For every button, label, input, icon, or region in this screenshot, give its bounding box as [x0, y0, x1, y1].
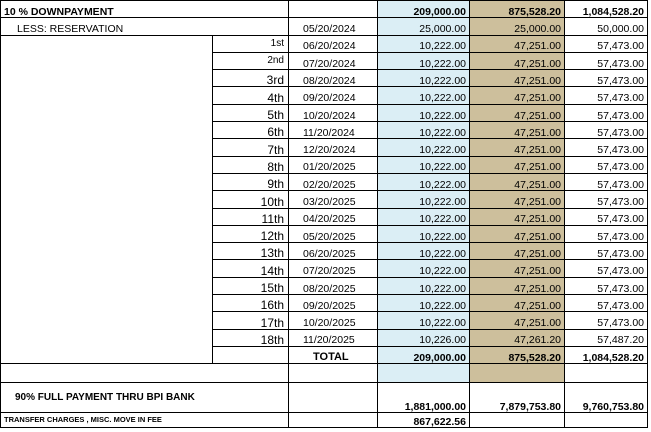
reservation-col-a: 25,000.00 — [378, 18, 470, 35]
total-row — [1, 346, 648, 363]
installment-col-b: 47,251.00 — [470, 312, 565, 329]
installment-col-c: 57,473.00 — [565, 191, 648, 208]
reservation-row — [1, 18, 648, 35]
installment-col-c: 57,473.00 — [565, 122, 648, 139]
downpayment-date-cell — [289, 1, 378, 18]
installment-col-c: 57,473.00 — [565, 156, 648, 173]
installment-row — [1, 139, 648, 156]
downpayment-col-a: 209,000.00 — [378, 1, 470, 18]
installment-col-b: 47,251.00 — [470, 104, 565, 121]
installment-spacer — [1, 52, 213, 69]
installment-ordinal: 4th — [213, 87, 289, 104]
reservation-col-c: 50,000.00 — [565, 18, 648, 35]
installment-col-c: 57,473.00 — [565, 52, 648, 69]
installment-ordinal: 1st — [213, 35, 289, 52]
installment-col-b: 47,251.00 — [470, 295, 565, 312]
installment-ordinal: 3rd — [213, 70, 289, 87]
downpayment-row — [1, 1, 648, 18]
installment-spacer — [1, 87, 213, 104]
installment-date: 06/20/2025 — [289, 243, 378, 260]
installment-spacer — [1, 104, 213, 121]
installment-col-a: 10,222.00 — [378, 191, 470, 208]
installment-ordinal: 10th — [213, 191, 289, 208]
installment-date: 07/20/2025 — [289, 260, 378, 277]
installment-date: 11/20/2025 — [289, 329, 378, 346]
full-payment-col-b: 7,879,753.80 — [470, 383, 565, 413]
installment-spacer — [1, 225, 213, 242]
installment-row — [1, 104, 648, 121]
installment-row — [1, 295, 648, 312]
installment-col-a: 10,222.00 — [378, 70, 470, 87]
installment-row — [1, 156, 648, 173]
transfer-label: TRANSFER CHARGES , MISC. MOVE IN FEE — [1, 413, 289, 428]
installment-col-b: 47,251.00 — [470, 243, 565, 260]
installment-row — [1, 70, 648, 87]
installment-date: 09/20/2024 — [289, 87, 378, 104]
installment-row — [1, 312, 648, 329]
installment-col-b: 47,251.00 — [470, 139, 565, 156]
total-spacer — [1, 346, 213, 363]
installment-spacer — [1, 312, 213, 329]
installment-col-b: 47,251.00 — [470, 122, 565, 139]
installment-ordinal: 12th — [213, 225, 289, 242]
installment-col-c: 57,473.00 — [565, 139, 648, 156]
installment-col-b: 47,251.00 — [470, 225, 565, 242]
installment-date: 08/20/2024 — [289, 70, 378, 87]
installment-spacer — [1, 139, 213, 156]
total-col-c: 1,084,528.20 — [565, 346, 648, 363]
installment-row — [1, 260, 648, 277]
installment-row — [1, 225, 648, 242]
installment-ordinal: 18th — [213, 329, 289, 346]
installment-row — [1, 122, 648, 139]
installment-col-a: 10,222.00 — [378, 312, 470, 329]
blank-col-b — [470, 364, 565, 383]
installment-spacer — [1, 277, 213, 294]
installment-col-a: 10,222.00 — [378, 173, 470, 190]
installment-row — [1, 52, 648, 69]
installment-col-c: 57,473.00 — [565, 104, 648, 121]
installment-date: 03/20/2025 — [289, 191, 378, 208]
installment-ordinal: 7th — [213, 139, 289, 156]
installment-col-c: 57,473.00 — [565, 312, 648, 329]
installment-ordinal: 13th — [213, 243, 289, 260]
full-payment-col-a: 1,881,000.00 — [378, 383, 470, 413]
installment-date: 01/20/2025 — [289, 156, 378, 173]
installment-row — [1, 35, 648, 52]
installment-spacer — [1, 260, 213, 277]
full-payment-date-cell — [289, 383, 378, 413]
installment-col-a: 10,222.00 — [378, 208, 470, 225]
installment-col-c: 57,473.00 — [565, 87, 648, 104]
installment-row — [1, 191, 648, 208]
installment-col-a: 10,222.00 — [378, 104, 470, 121]
installment-spacer — [1, 173, 213, 190]
installment-date: 11/20/2024 — [289, 122, 378, 139]
installment-col-a: 10,222.00 — [378, 295, 470, 312]
blank-col-c — [565, 364, 648, 383]
installment-col-a: 10,226.00 — [378, 329, 470, 346]
transfer-date-cell — [289, 413, 378, 428]
installment-col-b: 47,251.00 — [470, 156, 565, 173]
installment-col-c: 57,473.00 — [565, 260, 648, 277]
installment-spacer — [1, 329, 213, 346]
transfer-col-c — [565, 413, 648, 428]
installment-col-c: 57,473.00 — [565, 225, 648, 242]
installment-ordinal: 6th — [213, 122, 289, 139]
installment-col-a: 10,222.00 — [378, 243, 470, 260]
installment-col-b: 47,251.00 — [470, 70, 565, 87]
installment-col-b: 47,251.00 — [470, 260, 565, 277]
full-payment-col-c: 9,760,753.80 — [565, 383, 648, 413]
installment-row — [1, 173, 648, 190]
installment-date: 06/20/2024 — [289, 35, 378, 52]
installment-row — [1, 277, 648, 294]
installment-col-a: 10,222.00 — [378, 225, 470, 242]
full-payment-row — [1, 383, 648, 413]
installment-col-c: 57,473.00 — [565, 208, 648, 225]
installment-col-b: 47,251.00 — [470, 87, 565, 104]
installment-col-b: 47,251.00 — [470, 208, 565, 225]
installment-col-a: 10,222.00 — [378, 35, 470, 52]
installment-spacer — [1, 70, 213, 87]
installment-col-c: 57,473.00 — [565, 295, 648, 312]
downpayment-label: 10 % DOWNPAYMENT — [1, 1, 289, 18]
installment-date: 08/20/2025 — [289, 277, 378, 294]
installment-col-a: 10,222.00 — [378, 277, 470, 294]
installment-spacer — [1, 243, 213, 260]
blank-label-cell — [1, 364, 289, 383]
installment-col-c: 57,487.20 — [565, 329, 648, 346]
installment-date: 10/20/2025 — [289, 312, 378, 329]
installment-col-b: 47,251.00 — [470, 191, 565, 208]
installment-col-b: 47,251.00 — [470, 35, 565, 52]
blank-col-a — [378, 364, 470, 383]
installment-row — [1, 329, 648, 346]
installment-col-b: 47,251.00 — [470, 277, 565, 294]
installment-col-a: 10,222.00 — [378, 139, 470, 156]
installment-col-b: 47,251.00 — [470, 173, 565, 190]
installment-ordinal: 2nd — [213, 52, 289, 69]
installment-spacer — [1, 295, 213, 312]
installment-date: 02/20/2025 — [289, 173, 378, 190]
reservation-date: 05/20/2024 — [289, 18, 378, 35]
total-label: TOTAL — [289, 346, 378, 363]
installment-date: 09/20/2025 — [289, 295, 378, 312]
downpayment-col-c: 1,084,528.20 — [565, 1, 648, 18]
installment-date: 12/20/2024 — [289, 139, 378, 156]
installment-col-b: 47,251.00 — [470, 52, 565, 69]
installment-spacer — [1, 35, 213, 52]
transfer-col-a: 867,622.56 — [378, 413, 470, 428]
installment-spacer — [1, 122, 213, 139]
transfer-row — [1, 413, 648, 428]
installment-ordinal: 15th — [213, 277, 289, 294]
installment-spacer — [1, 156, 213, 173]
transfer-col-b — [470, 413, 565, 428]
blank-date-cell — [289, 364, 378, 383]
installment-col-c: 57,473.00 — [565, 243, 648, 260]
installment-ordinal: 9th — [213, 173, 289, 190]
installment-col-a: 10,222.00 — [378, 52, 470, 69]
installment-col-a: 10,222.00 — [378, 122, 470, 139]
installment-spacer — [1, 208, 213, 225]
total-col-a: 209,000.00 — [378, 346, 470, 363]
installment-col-c: 57,473.00 — [565, 277, 648, 294]
full-payment-label: 90% FULL PAYMENT THRU BPI BANK — [1, 383, 289, 413]
installment-spacer — [1, 191, 213, 208]
blank-row — [1, 364, 648, 383]
installment-ordinal: 14th — [213, 260, 289, 277]
installment-col-c: 57,473.00 — [565, 35, 648, 52]
installment-col-c: 57,473.00 — [565, 70, 648, 87]
installment-col-a: 10,222.00 — [378, 260, 470, 277]
installment-ordinal: 17th — [213, 312, 289, 329]
installment-date: 07/20/2024 — [289, 52, 378, 69]
installment-date: 04/20/2025 — [289, 208, 378, 225]
installment-date: 10/20/2024 — [289, 104, 378, 121]
installment-row — [1, 208, 648, 225]
installment-date: 05/20/2025 — [289, 225, 378, 242]
installment-ordinal: 11th — [213, 208, 289, 225]
installment-col-a: 10,222.00 — [378, 87, 470, 104]
installment-col-b: 47,261.20 — [470, 329, 565, 346]
installment-ordinal: 5th — [213, 104, 289, 121]
installment-ordinal: 16th — [213, 295, 289, 312]
installment-col-c: 57,473.00 — [565, 173, 648, 190]
installment-row — [1, 243, 648, 260]
installment-row — [1, 87, 648, 104]
installment-ordinal: 8th — [213, 156, 289, 173]
installment-col-a: 10,222.00 — [378, 156, 470, 173]
total-col-b: 875,528.20 — [470, 346, 565, 363]
downpayment-col-b: 875,528.20 — [470, 1, 565, 18]
reservation-label: LESS: RESERVATION — [1, 18, 289, 35]
reservation-col-b: 25,000.00 — [470, 18, 565, 35]
total-ord-cell — [213, 346, 289, 363]
